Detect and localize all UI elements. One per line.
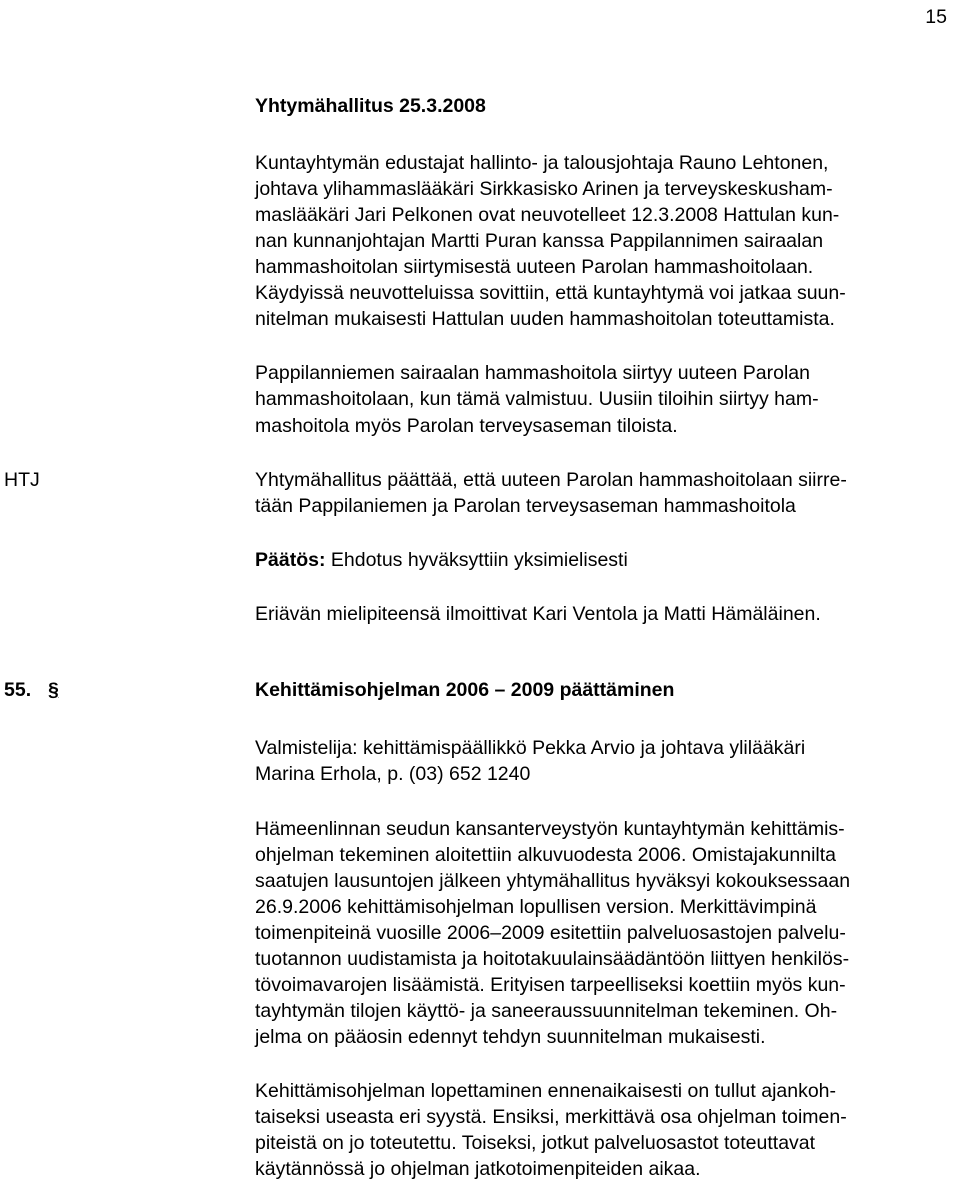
text-line: ohjelman tekeminen aloitettiin alkuvuodesta 2006. Omistajakunnilta <box>255 844 837 866</box>
text-line: tään Pappilaniemen ja Parolan terveysaseman hammashoitola <box>255 495 796 517</box>
text-line: tuotannon uudistamista ja hoitotakuulainsäädäntöön liittyen henkilös- <box>255 948 850 970</box>
text-line: Kehittämisohjelman lopettaminen ennenaikaisesti on tullut ajankoh- <box>255 1080 837 1102</box>
text-line: taiseksi useasta eri syystä. Ensiksi, merkittävä osa ohjelman toimen- <box>255 1106 847 1128</box>
meeting-heading: Yhtymähallitus 25.3.2008 <box>255 95 486 117</box>
dissent-line: Eriävän mielipiteensä ilmoittivat Kari Ventola ja Matti Hämäläinen. <box>255 603 821 625</box>
section-title: Kehittämisohjelman 2006 – 2009 päättäminen <box>255 679 675 701</box>
section-mark: § <box>48 679 59 701</box>
decision-text: Ehdotus hyväksyttiin yksimielisesti <box>325 549 628 571</box>
decision-label: Päätös: <box>255 549 326 571</box>
page-number: 15 <box>925 6 947 28</box>
text-line: piteistä on jo toteutettu. Toiseksi, jotkut palveluosastot toteuttavat <box>255 1132 816 1154</box>
text-line: Yhtymähallitus päättää, että uuteen Parolan hammashoitolaan siirre- <box>255 469 847 491</box>
text-line: Hämeenlinnan seudun kansanterveystyön kuntayhtymän kehittämis- <box>255 818 845 840</box>
text-line: toimenpiteinä vuosille 2006–2009 esitettiin palveluosastojen palvelu- <box>255 922 846 944</box>
text-line: maslääkäri Jari Pelkonen ovat neuvotelleet 12.3.2008 Hattulan kun- <box>255 204 840 226</box>
text-line: johtava ylihammaslääkäri Sirkkasisko Arinen ja terveyskeskusham- <box>255 178 833 200</box>
text-line: saatujen lausuntojen jälkeen yhtymähallitus hyväksyi kokouksessaan <box>255 870 851 892</box>
text-line: mashoitola myös Parolan terveysaseman tiloista. <box>255 415 678 437</box>
text-line: 26.9.2006 kehittämisohjelman lopullisen version. Merkittävimpinä <box>255 896 817 918</box>
text-line: Käydyissä neuvotteluissa sovittiin, että kuntayhtymä voi jatkaa suun- <box>255 282 846 304</box>
text-line: hammashoitolaan, kun tämä valmistuu. Uusiin tiloihin siirtyy ham- <box>255 388 819 410</box>
text-line: tövoimavarojen lisäämistä. Erityisen tarpeelliseksi koettiin myös kun- <box>255 974 846 996</box>
text-line: hammashoitolan siirtymisestä uuteen Parolan hammashoitolaan. <box>255 256 814 278</box>
text-line: käytännössä jo ohjelman jatkotoimenpiteiden aikaa. <box>255 1158 701 1180</box>
proposal-label: HTJ <box>4 469 40 491</box>
section-number: 55. <box>4 679 32 701</box>
text-line: Marina Erhola, p. (03) 652 1240 <box>255 763 531 785</box>
text-line: nan kunnanjohtajan Martti Puran kanssa Pappilannimen sairaalan <box>255 230 824 252</box>
decision-line <box>255 547 628 573</box>
text-line: Pappilanniemen sairaalan hammashoitola siirtyy uuteen Parolan <box>255 362 810 384</box>
text-line: tayhtymän tilojen käyttö- ja saneeraussuunnitelman tekeminen. Oh- <box>255 1000 838 1022</box>
text-line: jelma on pääosin edennyt tehdyn suunnitelman mukaisesti. <box>255 1026 766 1048</box>
text-line: nitelman mukaisesti Hattulan uuden hammashoitolan toteuttamista. <box>255 308 835 330</box>
text-line: Kuntayhtymän edustajat hallinto- ja talousjohtaja Rauno Lehtonen, <box>255 152 829 174</box>
text-line: Valmistelija: kehittämispäällikkö Pekka Arvio ja johtava ylilääkäri <box>255 737 806 759</box>
